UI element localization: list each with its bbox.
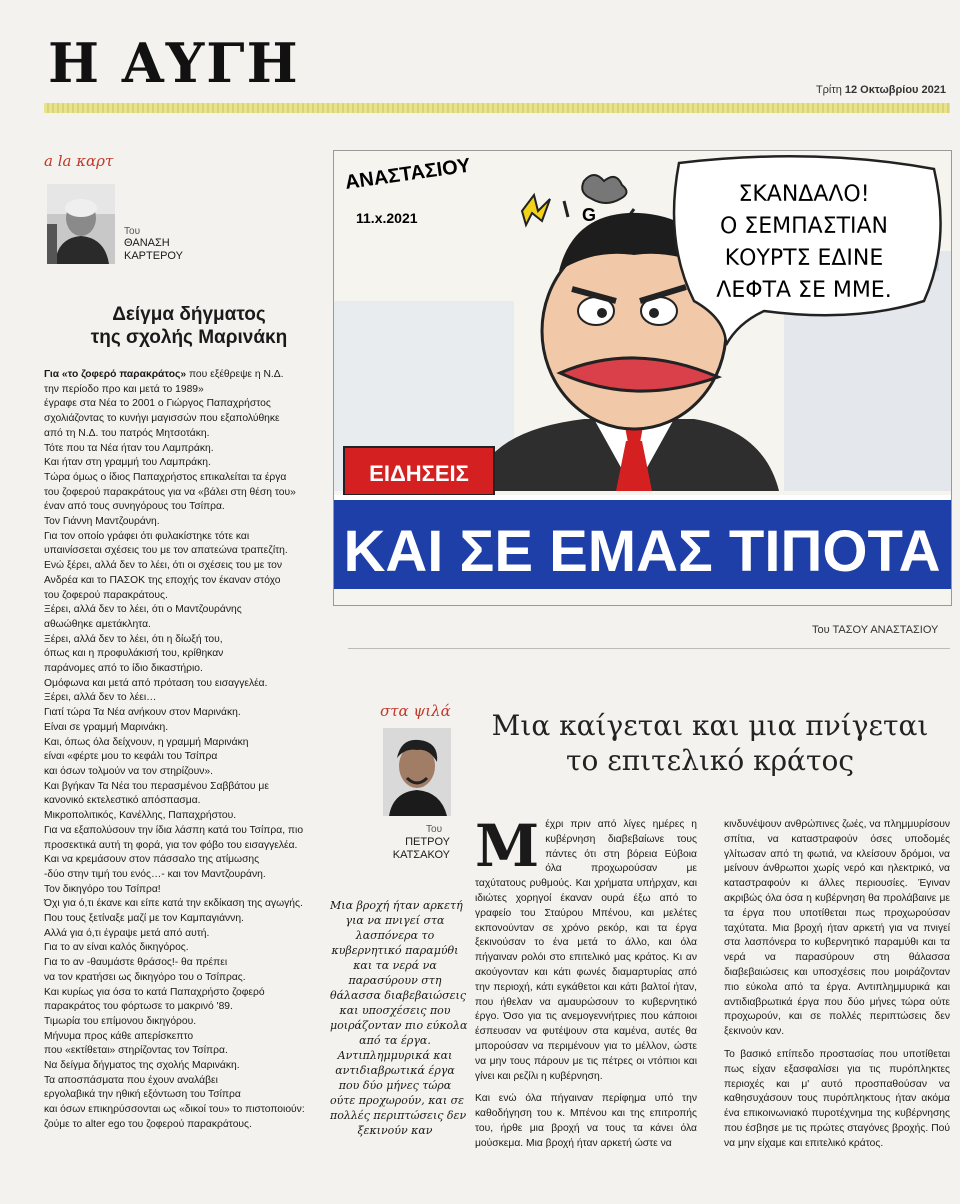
body-line: Ανδρέα και το ΠΑΣΟΚ της εποχής τον έκαναν στόχο <box>44 574 281 586</box>
body-line: Και ήταν στη γραμμή του Λαμπράκη. <box>44 457 211 469</box>
body-line: Μήνυμα προς κάθε απερίσκεπτο <box>44 1030 194 1042</box>
header-rule <box>44 103 950 113</box>
body-line: Μικροπολιτικός, Κανέλλης, Παπαχρήστου. <box>44 810 237 822</box>
pull-quote-line: ξεκινούν καν <box>357 1124 433 1137</box>
speech-line-2: Ο ΣΕΜΠΑΣΤΙΑΝ <box>719 214 889 239</box>
pull-quote-line: πολλές περιπτώσεις δεν <box>330 1109 467 1122</box>
pull-quote-line: που δύο μήνες τώρα <box>338 1079 452 1092</box>
body-line: Ξέρει, αλλά δεν το λέει, ότι ο Μαντζουράνης <box>44 604 242 616</box>
paragraph-text: έχρι πριν από λίγες ημέρες η κυβέρνηση διαβεβαίωνε τους πάντες ότι στη βόρεια Εύβοια όλα προχωρούσαν με ταχύτατους ρυθμούς. Και χρήματα υπήρχαν, και ιδιώτες χορηγοί έκαναν ουρά έξω από το γραφείο του Σταύρου Μπένου, και μελέτες εκπονούνταν σε χρόνο ρεκόρ, και τα έργα ξεκινούσαν το ένα μετά το άλλο, και όλα πήγαιναν ρολόι στο επιτελικό μας κράτος. Κι αν ακούγονταν και κάτι φωνές διαμαρτυρίας από την περιοχή, κάτι εγκάθετοι και κάτι βαλτοί ήταν, που ήθελαν να αμαυρώσουν το κυβερνητικό έργο. Όσο για τις ανεμογεννήτριες που κάποιοι έσπευσαν να φυτέψουν στα καμένα, αυτές θα μπορούσαν να περιμένουν για το μέλλον, ώστε να μην τους πάρουν με τις πέτρες οι ντόπιοι και γίνει και ρεζίλι η κυβέρνηση. <box>475 819 697 1082</box>
body-line: και όσων επικηρύσσονται ως «δικοί του» το πιστοποιούν: <box>44 1104 305 1116</box>
cartoon-date: 11.x.2021 <box>356 210 418 226</box>
left-byline-name <box>124 237 183 263</box>
issue-date <box>816 84 946 96</box>
body-line: Για το αν -θαυμάστε θράσος!- θα πρέπει <box>44 957 228 969</box>
body-line: Τότε που τα Νέα ήταν του Λαμπράκη. <box>44 442 214 454</box>
date-main: 12 Οκτωβρίου 2021 <box>844 84 946 96</box>
body-line: Για να εξαπολύσουν την ίδια λάσπη κατά του Τσίπρα, πιο <box>44 824 304 836</box>
body-line: κανονικό εκτελεστικό απόσπασμα. <box>44 795 201 807</box>
left-title-line1: Δείγμα δήγματος <box>112 304 266 325</box>
pull-quote-line: λασπόνερα το <box>355 929 435 942</box>
body-line: Τον δικηγόρο του Τσίπρα! <box>44 883 161 895</box>
lead-in: Για «το ζοφερό παρακράτος» <box>44 369 187 380</box>
left-article-title <box>44 303 334 349</box>
body-line: Τα αποσπάσματα που έχουν αναλάβει <box>44 1074 218 1086</box>
paragraph <box>475 812 697 1084</box>
masthead-logo: Η ΑΥΓΗ <box>48 31 300 95</box>
pull-quote-line: παρασύρουν στη <box>348 974 442 987</box>
right-title-line2: το επιτελικό κράτος <box>565 744 854 777</box>
pull-quote-line: Αντιπλημμυρικά και <box>337 1049 453 1062</box>
body-line: αθωώθηκε αμετάκλητα. <box>44 618 151 630</box>
right-title-line1: Μια καίγεται και μια πνίγεται <box>491 709 929 742</box>
svg-text:G: G <box>582 205 597 225</box>
author-photo-katsakos <box>383 728 451 816</box>
speech-line-1: ΣΚΑΝΔΑΛΟ! <box>738 182 870 207</box>
body-line: είναι «φέρτε μου το κεφάλι του Τσίπρα <box>44 751 218 763</box>
portrait-image <box>383 728 451 816</box>
body-line: Όχι για ό,τι έκανε και είπε κατά την εκδίκαση της αγωγής. <box>44 898 303 910</box>
body-line: Για το αν είναι καλός δικηγόρος. <box>44 942 189 954</box>
body-line: Ξέρει, αλλά δεν το λέει… <box>44 692 157 704</box>
pull-quote-line: από τα έργα. <box>359 1034 431 1047</box>
pull-quote-line: Μια βροχή ήταν αρκετή <box>330 899 463 912</box>
body-line: Είναι σε γραμμή Μαρινάκη. <box>44 721 169 733</box>
body-line: Γιατί τώρα Τα Νέα ανήκουν στον Μαρινάκη. <box>44 707 241 719</box>
body-line: Ξέρει, αλλά δεν το λέει, ότι η δίωξή του, <box>44 633 223 645</box>
pull-quote-line: και υποσχέσεις που <box>339 1004 451 1017</box>
body-line: Για «το ζοφερό παρακράτος» που εξέθρεψε η Ν.Δ. <box>44 369 284 380</box>
body-line: έναν από τους συνηγόρους του Τσίπρα. <box>44 501 225 513</box>
body-line: Και να κρεμάσουν στον πάσσαλο της ατίμωσης <box>44 854 260 866</box>
body-line: Και κυρίως για όσα το κατά Παπαχρήστο ζοφερό <box>44 986 265 998</box>
cartoon-credit: Του ΤΑΣΟΥ ΑΝΑΣΤΑΣΙΟΥ <box>812 624 939 636</box>
speech-line-3: ΚΟΥΡΤΣ ΕΔΙΝΕ <box>724 246 884 271</box>
right-article-col2 <box>724 818 950 1160</box>
pull-quote-line: για να πνιγεί στα <box>345 914 445 927</box>
body-line: εργολαβικά την ηθική εξόντωση του Τσίπρα <box>44 1089 241 1101</box>
body-line: Που τους ξετίναξε μαζί με τον Καμπαγιάννη. <box>44 913 244 925</box>
right-article-col1 <box>475 812 697 1160</box>
section-divider <box>348 648 950 649</box>
body-line: έγραφε στα Νέα το 2001 ο Γιώργος Παπαχρήστος <box>44 398 271 410</box>
body-line: Τιμωρία του επίμονου δικηγόρου. <box>44 1015 197 1027</box>
body-line: του ζοφερού παρακράτους. <box>44 589 168 601</box>
pull-quote-line: θάλασσα διαβεβαιώσεις <box>330 989 466 1002</box>
byline-last: ΚΑΤΣΑΚΟΥ <box>392 849 450 861</box>
left-article-body <box>44 368 334 1133</box>
author-photo-karteros <box>47 184 115 264</box>
body-line: και όσων τολμούν να τον στηρίζουν». <box>44 765 214 777</box>
body-line: που «εκτίθεται» στηρίζοντας τον Τσίπρα. <box>44 1045 228 1057</box>
news-banner: ΚΑΙ ΣΕ ΕΜΑΣ ΤΙΠΟΤΑ <box>343 519 941 584</box>
body-line: όπως και η προφυλάκισή του, κρίθηκαν <box>44 648 224 660</box>
pull-quote-line: κυβερνητικό παραμύθι <box>331 944 459 957</box>
pull-quote-line: και τα νερά να <box>353 959 437 972</box>
body-line: Να δείγμα δήγματος της σχολής Μαρινάκη. <box>44 1060 240 1072</box>
body-line: σχολιάζοντας το κυνήγι μαγισσών που εξαπολύθηκε <box>44 413 280 425</box>
political-cartoon <box>333 150 952 606</box>
body-line: Τον Γιάννη Μαντζουράνη. <box>44 516 160 528</box>
right-section-label: στα ψιλά <box>380 702 451 720</box>
body-line: -δύο στην τιμή του ενός…- και τον Μαντζουράνη. <box>44 868 266 880</box>
body-line: Αλλά για ό,τι έγραψε μετά από αυτή. <box>44 927 210 939</box>
dropcap: Μ <box>475 812 540 880</box>
pull-quote-line: ούτε προχωρούν, και σε <box>330 1094 465 1107</box>
pull-quote <box>330 898 468 1138</box>
body-line: να τον κρατήσει ως δικηγόρο του ο Τσίπρας. <box>44 971 246 983</box>
body-line: Ομόφωνα και μετά από πρόταση του εισαγγελέα. <box>44 677 268 689</box>
right-byline-name <box>388 836 450 862</box>
body-line: Και βγήκαν Τα Νέα του περασμένου Σαββάτου με <box>44 780 269 792</box>
body-line: Και, όπως όλα δείχνουν, η γραμμή Μαρινάκη <box>44 736 249 748</box>
body-line: παράνομες από το ίδιο δικαστήριο. <box>44 663 203 675</box>
speech-line-4: ΛΕΦΤΑ ΣΕ ΜΜΕ. <box>716 278 892 303</box>
pull-quote-line: μοιράζονταν πιο εύκολα <box>330 1019 468 1032</box>
news-label: ΕΙΔΗΣΕΙΣ <box>369 461 469 486</box>
paragraph: Και ενώ όλα πήγαιναν περίφημα υπό την καθοδήγηση του κ. Μπένου και της επιτροπής του, ήρθε μια βροχή να τους τα κάνει όλα μούσκεμα. Μια βροχή ήταν αρκετή ώστε να <box>475 1093 697 1149</box>
body-line: Τώρα όμως ο ίδιος Παπαχρήστος επικαλείται τα έργα <box>44 471 287 483</box>
byline-first: ΠΕΤΡΟΥ <box>405 836 450 848</box>
body-line: Για τον οποίο γράφει ότι φυλακίστηκε τότε και <box>44 530 250 542</box>
body-line: ζούμε το alter ego του ζοφερού παρακράτους. <box>44 1118 252 1130</box>
body-line: από τη Ν.Δ. του πατρός Μητσοτάκη. <box>44 427 210 439</box>
cartoonist-signature: ΑΝΑΣΤΑΣΙΟΥ <box>343 154 472 194</box>
body-line: προσεκτικά αυτή τη φορά, για τον φόβο του εισαγγελέα. <box>44 839 298 851</box>
paragraph: κινδυνέψουν ανθρώπινες ζωές, να πλημμυρίσουν σπίτια, να καταστραφούν όσες υποδομές γλίτωσαν από τη φωτιά, να κλείσουν δρόμοι, να μείνουν άνθρωποι χωρίς νερό και ηλεκτρικό, να καταστραφούν κι άλλες περιουσίες. Έγιναν ακριβώς όλα όσα η κυβέρνηση θα προλάβαινε με τα έργα που υποτίθεται πως προχωρούσαν ταχύτατα. Μια βροχή ήταν αρκετή για να πνιγεί στα λασπόνερα το κυβερνητικό παραμύθι και τα νερά να παρασύρουν στη θάλασσα διαβεβαιώσεις και υποσχέσεις που μοιράζονταν πιο εύκολα από τα έργα. Αντιπλημμυρικά και αντιδιαβρωτικά έργα που δύο μήνες τώρα ούτε προχωρούν, και σε πολλές περιπτώσεις δεν ξεκινούν καν. <box>724 819 950 1038</box>
left-byline-label: Του <box>124 226 141 237</box>
pull-quote-line: αντιδιαβρωτικά έργα <box>335 1064 455 1077</box>
byline-last: ΚΑΡΤΕΡΟΥ <box>124 250 183 262</box>
cartoon-drawing <box>334 151 951 605</box>
left-title-line2: της σχολής Μαρινάκη <box>90 327 288 348</box>
body-line: Ενώ ξέρει, αλλά δεν το λέει, ότι οι σχέσεις του με τον <box>44 560 283 572</box>
body-line: την περίοδο προ και μετά το 1989» <box>44 383 204 395</box>
paragraph: Το βασικό επίπεδο προστασίας που υποτίθεται πως είχαν εξασφαλίσει για τις πυρόπληκτες περιοχές και μ' αυτό προσπαθούσαν να καθησυχάσουν τους πυρόπληκτους ήταν ακόμα ένα επικοινωνιακό πυροτέχνημα της κυβέρνησης που έσβησε με τις πρώτες σταγόνες βροχής. Πού να μην είχαμε και επιτελικό κράτος. <box>724 1048 950 1149</box>
date-weekday: Τρίτη <box>815 84 842 96</box>
right-article-title <box>470 708 950 778</box>
left-section-label: a la καρτ <box>44 152 114 170</box>
body-line: του ζοφερού παρακράτους για να «βάλει στη θέση του» <box>44 486 296 498</box>
body-line: υπαινίσσεται σχέσεις του με τον απατεώνα τραπεζίτη. <box>44 545 288 557</box>
body-line: παρακράτος του φόρτωσε το μακρινό '89. <box>44 1001 233 1013</box>
right-byline-label: Του <box>426 824 443 835</box>
portrait-image <box>47 184 115 264</box>
byline-first: ΘΑΝΑΣΗ <box>124 237 170 249</box>
